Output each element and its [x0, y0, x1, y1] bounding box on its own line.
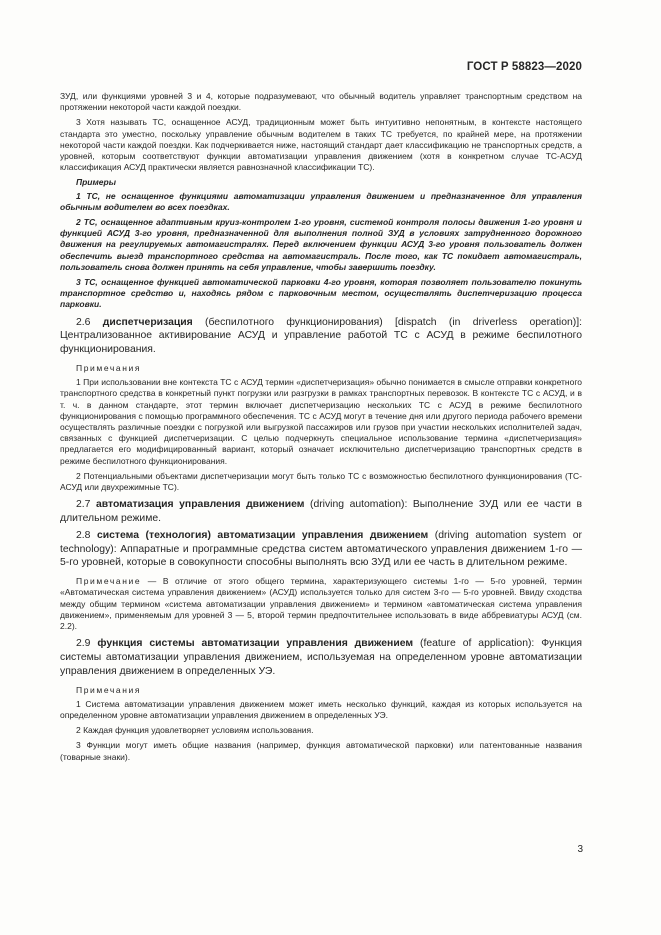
- term-entry-2-7: [60, 498, 582, 526]
- term-number: 2.6: [76, 316, 91, 328]
- document-header: ГОСТ Р 58823—2020: [466, 61, 582, 73]
- term-number: 2.7: [76, 499, 91, 511]
- term-name: диспетчеризация: [102, 316, 193, 328]
- term-name: система (технология) автоматизации управления движением: [96, 529, 429, 541]
- note-text: — В отличие от этого общего термина, характеризующего системы 1-го — 5-го уровней, термин «Автоматическая система управления движением» (АСУД) используется только для систем 3-го — 5-го уровней. Ввиду сходства между общим термином «система автоматизации управления движением» и термином «автоматическая система управления движением», применяемым для уровней 3 — 5, второй термин предпочтительнее использовать в виде аббревиатуры АСУД (см. 2.2).: [60, 576, 582, 632]
- examples-heading: Примеры: [76, 177, 116, 188]
- term-definition: (driving automation system or technology): Аппаратные и программные средства систем автоматического управления движением 1-го — 5-го уровней, которые в совокупности способны выполнять всю ЗУД или ее часть в длительном режиме.: [60, 529, 582, 569]
- notes-heading: Примечания: [76, 363, 142, 374]
- term-name: автоматизация управления движением: [95, 499, 305, 511]
- term-number: 2.9: [76, 638, 91, 650]
- note-label: Примечание: [76, 576, 142, 587]
- example-item: 2 ТС, оснащенное адаптивным круиз-контролем 1-го уровня, системой контроля полосы движения 1-го уровня и функцией АСУД 3-го уровня, предназначенной для выполнения полной ЗУД в условиях затрудненного дорожного движения на регулируемых автомагистралях. Перед включением функции АСУД 3-го уровня пользователь должен обеспечить выезд транспортного средства на автомагистраль. После того, как ТС покидает автомагистраль, пользователь снова должен принять на себя управление, чтобы завершить поездку.: [60, 217, 582, 272]
- term-number: 2.8: [76, 529, 91, 541]
- term-definition: (feature of application): Функция системы автоматизации управления движением, используемая на определенном уровне автоматизации управления движением в определенных УЭ.: [60, 638, 582, 677]
- notes-heading: Примечания: [76, 684, 142, 695]
- term-entry-2-8: [60, 529, 582, 570]
- paragraph: 3 Хотя называть ТС, оснащенное АСУД, традиционным может быть интуитивно непонятным, в контексте настоящего стандарта это уместно, поскольку управление обычным водителем в таких ТС требуется, по крайней мере, на протяжении некоторой части каждой поездки. Как подчеркивается ниже, настоящий стандарт дает классификацию не транспортных средств, а уровней, которым соответствуют функции автоматизации управления движением (хотя в конкретном случае ТС-АСУД классификация АСУД практически является равнозначной классификации ТС).: [60, 117, 582, 173]
- note-item: 2 Потенциальными объектами диспетчеризации могут быть только ТС с возможностью беспилотного функционирования (ТС-АСУД или двухрежимные ТС).: [60, 470, 582, 493]
- term-entry-2-6: [60, 316, 582, 357]
- example-item: 1 ТС, не оснащенное функциями автоматизации управления движением и предназначенное для управления обычным водителем во всех поездках.: [60, 190, 582, 212]
- note-item: 3 Функции могут иметь общие названия (например, функция автоматической парковки) или патентованные названия (товарные знаки).: [60, 740, 582, 762]
- term-entry-2-9: [60, 637, 582, 678]
- note-item: [60, 576, 582, 632]
- term-definition: (беспилотного функционирования) [dispatch (in driverless operation)]: Централизованное активирование АСУД и управление работой ТС с АСУД в режиме беспилотного функционирования.: [60, 316, 583, 356]
- page-content: [60, 91, 582, 767]
- note-item: 2 Каждая функция удовлетворяет условиям использования.: [76, 725, 314, 736]
- term-definition: (driving automation): Выполнение ЗУД или ее части в длительном режиме.: [60, 499, 582, 525]
- paragraph: ЗУД, или функциями уровней 3 и 4, которые подразумевают, что обычный водитель управляет транспортным средством на протяжении некоторой части каждой поездки.: [60, 91, 582, 113]
- note-item: 1 При использовании вне контекста ТС с АСУД термин «диспетчеризация» обычно понимается в смысле отправки конкретного транспортного средства в конкретный пункт погрузки или разгрузки в рамках транспортных перевозок. В контексте ТС с АСУД, и в т. ч. в данном стандарте, этот термин включает диспетчеризацию нескольких ТС с АСУД в режиме беспилотного функционирования с помощью программного обеспечения. ТС с АСУД могут в течение дня или другого периода рабочего времени осуществлять различные поездки с погрузкой или выгрузкой пассажиров или грузов при участии нескольких исполнителей задач, связанных с функцией диспетчеризации. С целью подчеркнуть специальное использование термина «диспетчеризация» предлагается его модифицированный вариант, который означает исключительно диспетчеризацию транспортных средств в режиме беспилотного функционирования.: [60, 377, 582, 466]
- term-name: функция системы автоматизации управления движением: [97, 638, 414, 650]
- page-number: 3: [577, 844, 583, 855]
- note-item: 1 Система автоматизации управления движением может иметь несколько функций, каждая из которых используется на определенном уровне автоматизации управления движением в определенных УЭ.: [60, 698, 582, 721]
- example-item: 3 ТС, оснащенное функцией автоматической парковки 4-го уровня, которая позволяет пользователю покинуть транспортное средство и, находясь рядом с парковочным местом, осуществлять диспетчеризацию процесса парковки.: [60, 277, 582, 310]
